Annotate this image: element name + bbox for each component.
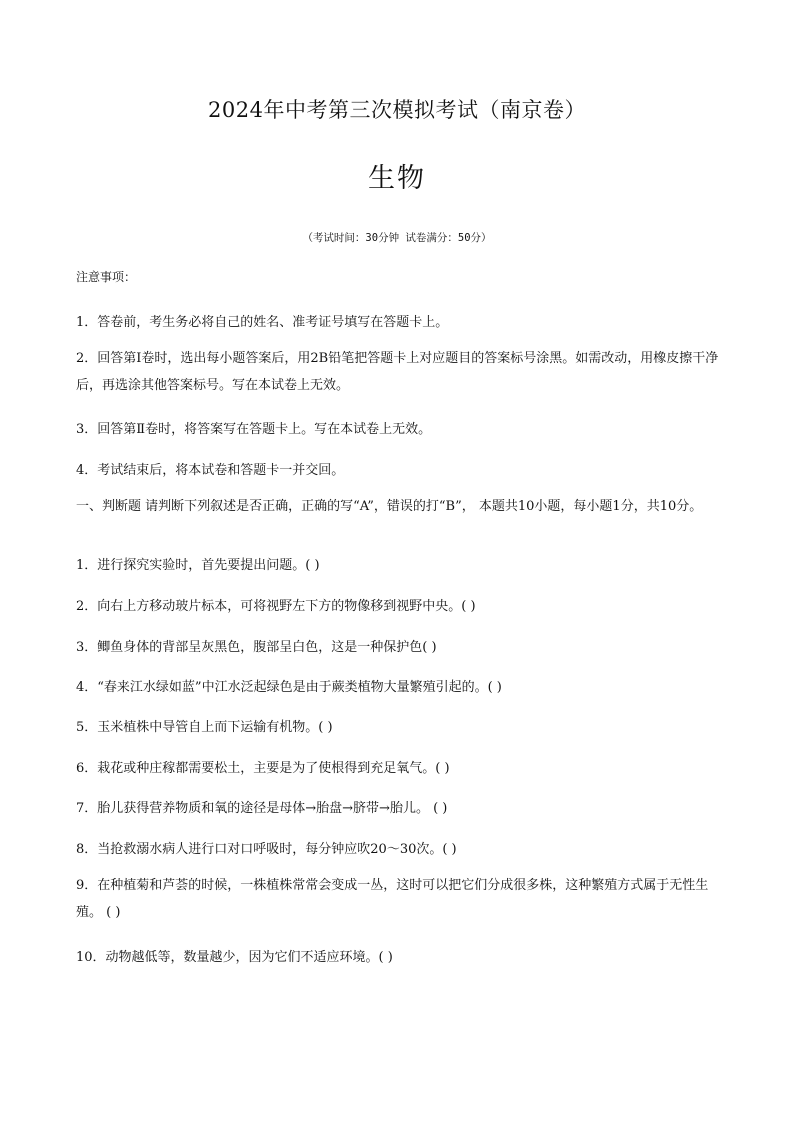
- section-heading: 一、判断题 请判断下列叙述是否正确，正确的写“A”，错误的打“B”， 本题共10小题，每小题1分，共10分。: [76, 499, 703, 514]
- question-item: 9．在种植菊和芦荟的时候，一株植株常常会变成一丛，这时可以把它们分成很多株，这种繁殖方式属于无性生殖。 ( ): [76, 878, 709, 920]
- note-item: 3．回答第Ⅱ卷时，将答案写在答题卡上。写在本试卷上无效。: [76, 422, 432, 437]
- question-item: 8．当抢救溺水病人进行口对口呼吸时，每分钟应吹20～30次。( ): [76, 842, 457, 857]
- notes-title: 注意事项：: [76, 270, 137, 284]
- note-item: 2．回答第Ⅰ卷时，选出每小题答案后，用2B铅笔把答题卡上对应题目的答案标号涂黑。如需改动，用橡皮擦干净后，再选涂其他答案标号。写在本试卷上无效。: [76, 351, 719, 393]
- question-item: 1．进行探究实验时，首先要提出问题。( ): [76, 558, 320, 573]
- exam-meta: （考试时间：30分钟 试卷满分：50分）: [302, 232, 492, 244]
- note-item: 1．答卷前，考生务必将自己的姓名、准考证号填写在答题卡上。: [76, 315, 449, 330]
- question-item: 5．玉米植株中导管自上而下运输有机物。( ): [76, 720, 333, 735]
- question-item: 6．栽花或种庄稼都需要松土，主要是为了使根得到充足氧气。( ): [76, 761, 450, 776]
- question-item: 3．鲫鱼身体的背部呈灰黑色，腹部呈白色，这是一种保护色( ): [76, 640, 437, 655]
- note-item: 4．考试结束后，将本试卷和答题卡一并交回。: [76, 463, 345, 478]
- question-item: 10．动物越低等，数量越少，因为它们不适应环境。( ): [76, 950, 393, 965]
- exam-subject: 生物: [368, 163, 426, 194]
- question-item: 4．“春来江水绿如蓝”中江水泛起绿色是由于蕨类植物大量繁殖引起的。( ): [76, 680, 502, 695]
- question-item: 7．胎儿获得营养物质和氧的途径是母体→胎盘→脐带→胎儿。 ( ): [76, 801, 448, 816]
- question-item: 2．向右上方移动玻片标本，可将视野左下方的物像移到视野中央。( ): [76, 599, 476, 614]
- exam-title: 2024年中考第三次模拟考试（南京卷）: [208, 98, 586, 122]
